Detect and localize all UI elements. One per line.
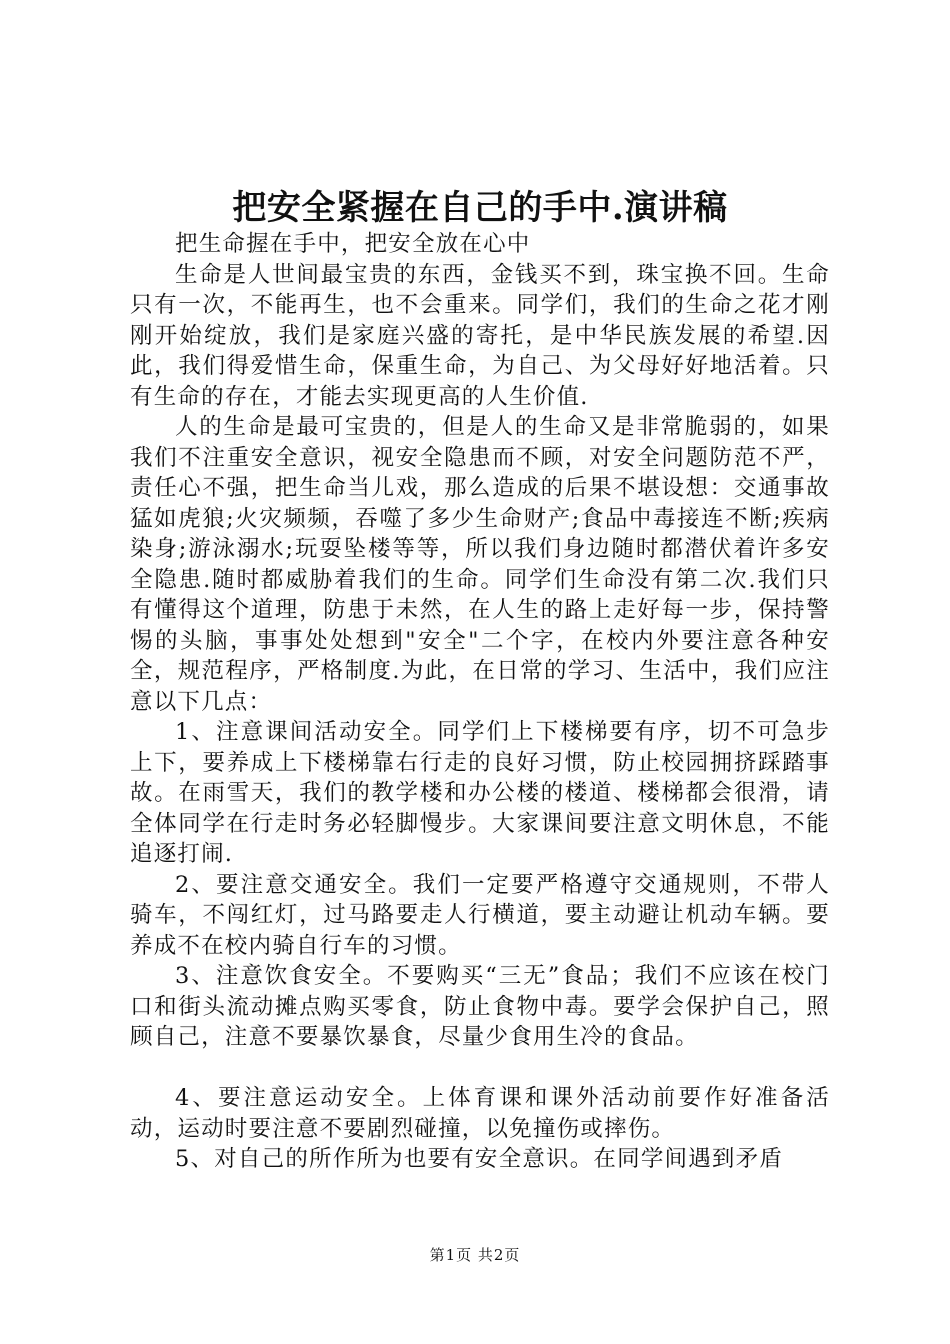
paragraph-6: 4、要注意运动安全。上体育课和课外活动前要作好准备活动，运动时要注意不要剧烈碰撞，以免撞伤或摔伤。 <box>130 1085 830 1142</box>
document-body <box>130 209 830 1175</box>
paragraph-5: 3、注意饮食安全。不要购买“三无”食品；我们不应该在校门口和街头流动摊点购买零食，防止食物中毒。要学会保护自己，照顾自己，注意不要暴饮暴食，尽量少食用生冷的食品。 <box>130 963 830 1050</box>
paragraph-4: 2、要注意交通安全。我们一定要严格遵守交通规则，不带人骑车，不闯红灯，过马路要走人行横道，要主动避让机动车辆。要养成不在校内骑自行车的习惯。 <box>130 871 830 959</box>
subtitle-line: 把生命握在手中，把安全放在心中 <box>175 231 531 257</box>
paragraph-2: 人的生命是最可宝贵的，但是人的生命又是非常脆弱的，如果我们不注重安全意识，视安全隐患而不顾，对安全问题防范不严，责任心不强，把生命当儿戏，那么造成的后果不堪设想：交通事故猛如虎狼;火灾频频，吞噬了多少生命财产;食品中毒接连不断;疾病染身;游泳溺水;玩耍坠楼等等，所以我们身边随时都潜伏着许多安全隐患.随时都威胁着我们的生命。同学们生命没有第二次.我们只有懂得这个道理，防患于未然，在人生的路上走好每一步，保持警惕的头脑，事事处处想到"安全"二个字，在校内外要注意各种安全，规范程序，严格制度.为此，在日常的学习、生活中，我们应注意以下几点： <box>130 414 830 715</box>
page-number-footer: 第1页 共2页 <box>429 1246 521 1264</box>
document-title: 把安全紧握在自己的手中.演讲稿 <box>232 188 728 228</box>
blank-line <box>130 1053 830 1084</box>
paragraph-3: 1、注意课间活动安全。同学们上下楼梯要有序，切不可急步上下，要养成上下楼梯靠右行走的良好习惯，防止校园拥挤踩踏事故。在雨雪天，我们的教学楼和办公楼的楼道、楼梯都会很滑，请全体同学在行走时务必轻脚慢步。大家课间要注意文明休息，不能追逐打闹. <box>130 719 830 867</box>
paragraph-1: 生命是人世间最宝贵的东西，金钱买不到，珠宝换不回。生命只有一次，不能再生，也不会重来。同学们，我们的生命之花才刚刚开始绽放，我们是家庭兴盛的寄托，是中华民族发展的希望.因此，我们得爱惜生命，保重生命，为自己、为父母好好地活着。只有生命的存在，才能去实现更高的人生价值. <box>130 261 830 410</box>
paragraph-7: 5、对自己的所作所为也要有安全意识。在同学间遇到矛盾 <box>175 1146 784 1172</box>
